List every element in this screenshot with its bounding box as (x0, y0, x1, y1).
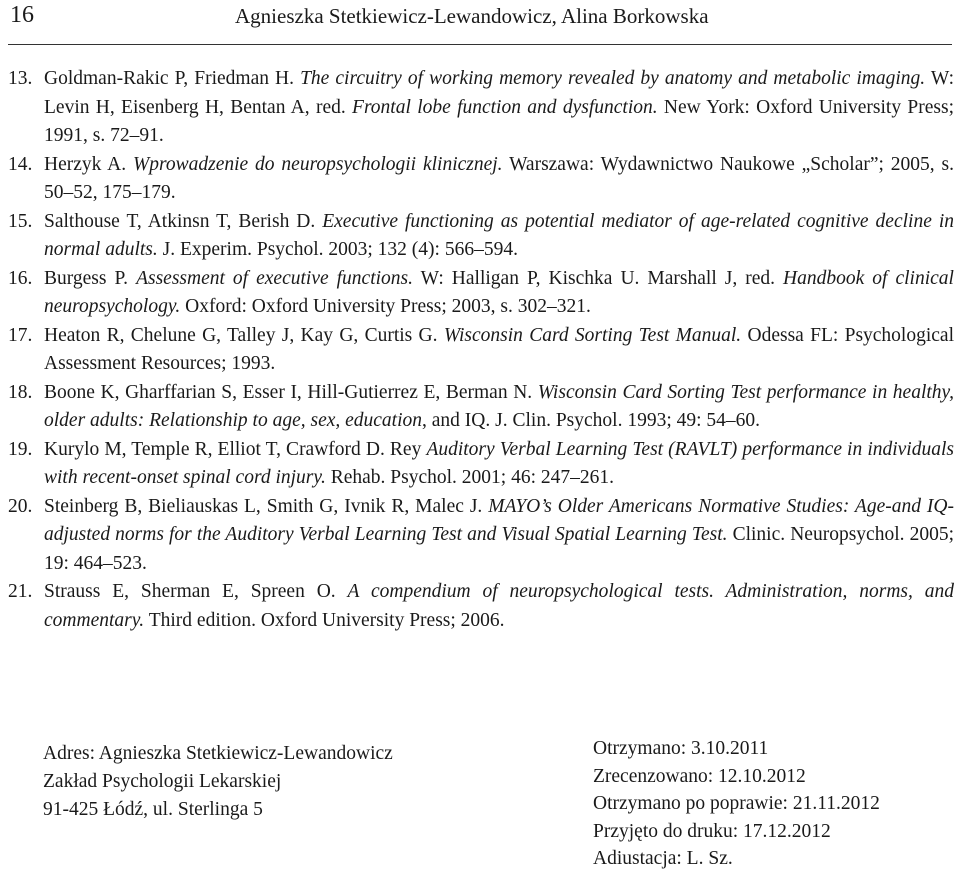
reference-number: 15. (8, 210, 33, 232)
reference-item (8, 436, 954, 493)
reference-number: 14. (8, 153, 33, 175)
reference-segment: Oxford: Oxford University Press; 2003, s. 302–321. (180, 296, 591, 317)
reference-segment: Odessa FL: Psychological Assessment Resources; 1993. (44, 324, 954, 374)
reference-title: A compendium of neuropsychological tests. Administration, norms, and commentary. (44, 581, 954, 631)
reference-segment: Warszawa: Wydawnictwo Naukowe „Scholar”; 2005, s. 50–52, 175–179. (44, 153, 954, 203)
reference-segment: New York: Oxford University Press; 1991, s. 72–91. (44, 96, 954, 146)
reference-segment: Kurylo M, Temple R, Elliot T, Crawford D. Rey (44, 438, 427, 460)
reference-text (44, 379, 954, 436)
reference-title: The circuitry of working memory revealed by anatomy and metabolic imaging. (300, 68, 926, 89)
reference-segment: Clinic. Neuropsychol. 2005; 19: 464–523. (44, 524, 954, 574)
reference-segment: , and IQ. J. Clin. Psychol. 1993; 49: 54–60. (422, 410, 761, 431)
reference-title: Wprowadzenie do neuropsychologii klinicznej. (133, 153, 503, 175)
reference-number: 16. (8, 267, 33, 289)
reference-segment: Goldman-Rakic P, Friedman H. (44, 68, 301, 89)
page-number: 16 (10, 2, 34, 28)
reference-segment: Rehab. Psychol. 2001; 46: 247–261. (325, 467, 614, 488)
reference-segment: Salthouse T, Atkinsn T, Berish D. (44, 210, 323, 232)
address-line: Adres: Agnieszka Stetkiewicz-Lewandowicz (43, 743, 393, 764)
reference-text (44, 578, 954, 635)
reference-segment: Herzyk A. (44, 153, 133, 175)
reference-text (44, 65, 954, 151)
reference-number: 13. (8, 68, 33, 89)
reference-number: 17. (8, 324, 33, 346)
date-revised: Otrzymano po poprawie: 21.11.2012 (593, 793, 880, 814)
publication-dates (593, 735, 880, 873)
reference-title: Wisconsin Card Sorting Test Manual. (443, 324, 742, 346)
reference-title: Auditory Verbal Learning Test (RAVLT) performance in individuals with recent-onset spinal cord injury. (44, 438, 954, 488)
reference-text (44, 436, 954, 493)
reference-segment: Strauss E, Sherman E, Spreen O. (44, 581, 348, 602)
reference-item (8, 65, 954, 151)
reference-text (44, 208, 954, 265)
reference-number: 18. (8, 381, 33, 403)
reference-segment: J. Experim. Psychol. 2003; 132 (4): 566–594. (157, 239, 518, 260)
reference-segment: W: Halligan P, Kischka U. Marshall J, red. (413, 267, 784, 289)
reference-text (44, 151, 954, 208)
reference-item (8, 208, 954, 265)
reference-item (8, 322, 954, 379)
reference-segment: Boone K, Gharffarian S, Esser I, Hill-Gutierrez E, Berman N. (44, 381, 538, 403)
reference-number: 20. (8, 495, 33, 517)
reference-item (8, 265, 954, 322)
reference-number: 21. (8, 581, 33, 602)
reference-title: Executive functioning as potential mediator of age-related cognitive decline in normal adults. (44, 210, 954, 260)
address-line: 91-425 Łódź, ul. Sterlinga 5 (43, 799, 263, 820)
address-line: Zakład Psychologii Lekarskiej (43, 771, 282, 792)
reference-title: Wisconsin Card Sorting Test performance in healthy, older adults: Relationship to age, sex, education (44, 381, 955, 431)
reference-segment: Steinberg B, Bieliauskas L, Smith G, Ivnik R, Malec J. (44, 495, 489, 517)
reference-segment: Heaton R, Chelune G, Talley J, Kay G, Curtis G. (44, 324, 444, 346)
reference-list (8, 65, 954, 635)
reference-title: Assessment of executive functions. (136, 267, 414, 289)
reference-segment: Burgess P. (44, 267, 137, 289)
reference-item (8, 379, 954, 436)
reference-title: MAYO’s Older Americans Normative Studies: Age-and IQ-adjusted norms for the Auditory Verbal Learning Test and Visual Spatial Learning Test. (44, 495, 954, 545)
reference-segment: W: Levin H, Eisenberg H, Bentan A, red. (44, 68, 954, 118)
date-accepted: Przyjęto do druku: 17.12.2012 (593, 820, 831, 842)
copy-editing: Adiustacja: L. Sz. (593, 848, 733, 869)
reference-item (8, 493, 954, 579)
reference-item (8, 151, 954, 208)
date-reviewed: Zrecenzowano: 12.10.2012 (593, 765, 806, 787)
correspondence-address (43, 740, 393, 824)
reference-item (8, 578, 954, 635)
reference-title: Handbook of clinical neuropsychology. (44, 267, 954, 317)
running-header (8, 0, 952, 45)
reference-text (44, 493, 954, 579)
date-received: Otrzymano: 3.10.2011 (593, 738, 769, 759)
reference-text (44, 265, 954, 322)
reference-title: Frontal lobe function and dysfunction. (352, 96, 658, 118)
reference-number: 19. (8, 438, 33, 460)
running-head-authors: Agnieszka Stetkiewicz-Lewandowicz, Alina Borkowska (235, 4, 709, 28)
reference-text (44, 322, 954, 379)
reference-segment: Third edition. Oxford University Press; 2006. (144, 609, 505, 631)
